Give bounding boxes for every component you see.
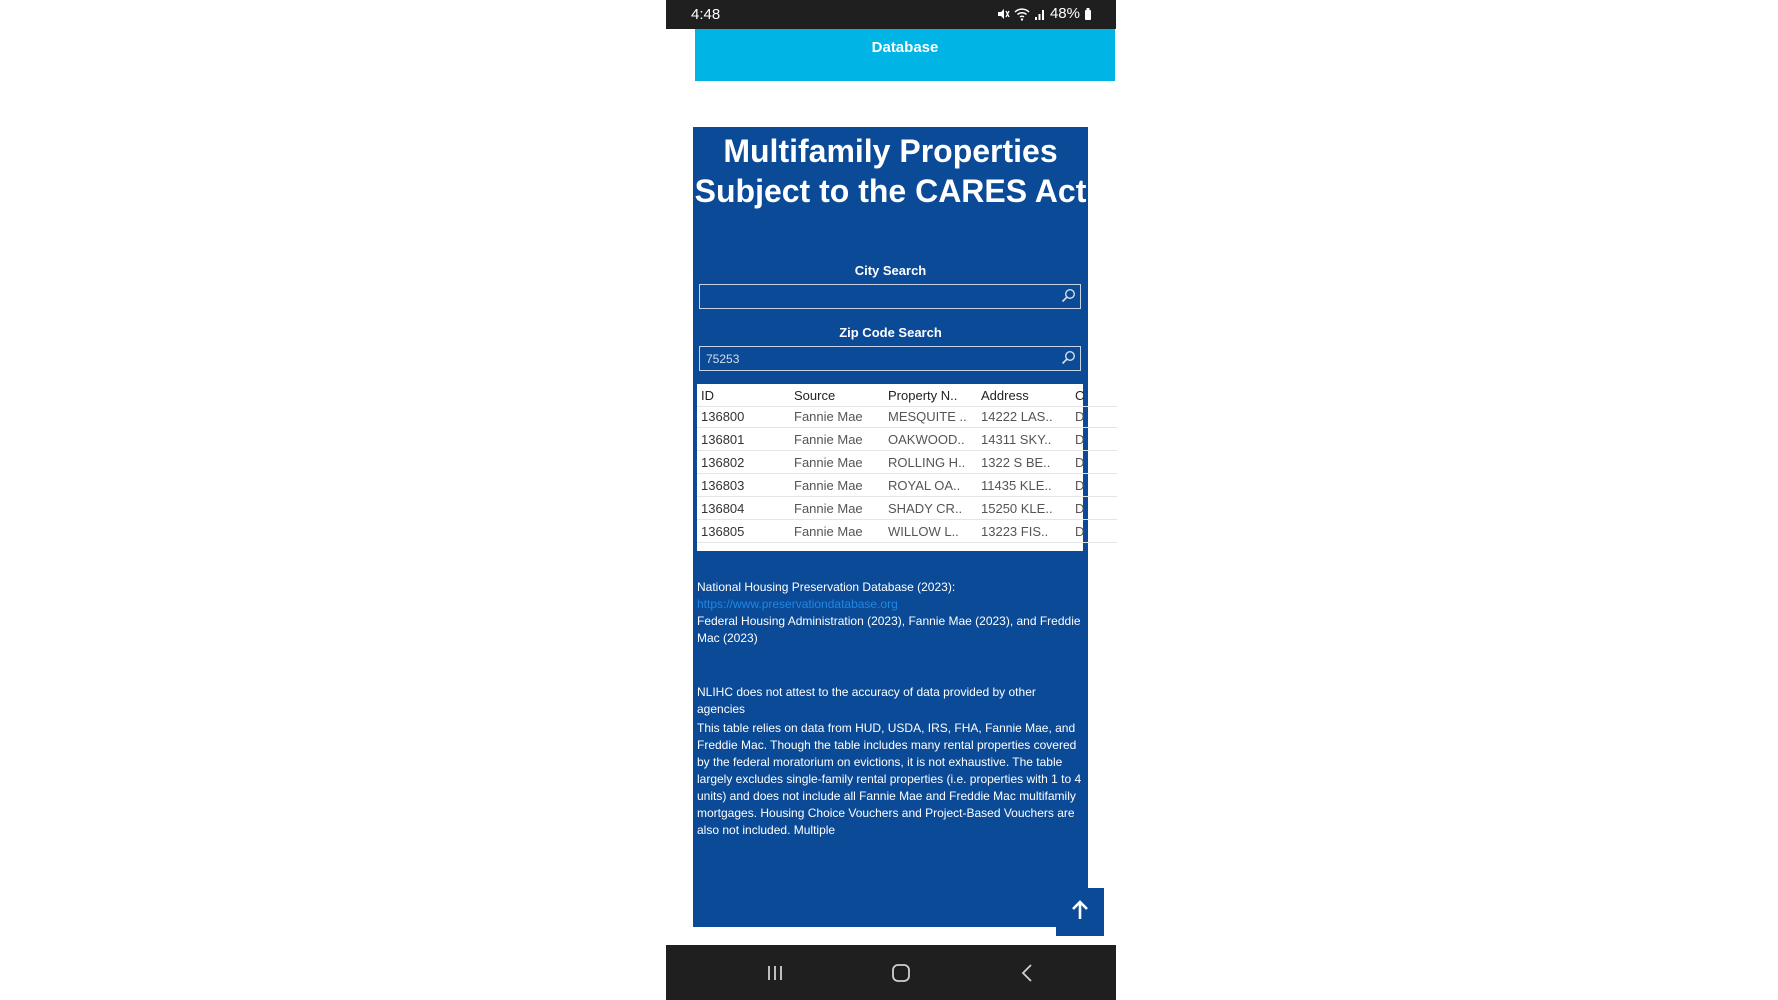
cell-address: 1322 S BE.. (981, 455, 1051, 470)
col-extra-header[interactable]: C (1075, 388, 1085, 403)
battery-icon (1084, 7, 1092, 21)
cell-extra: D (1075, 478, 1085, 493)
database-header-button[interactable]: Database (695, 29, 1115, 81)
search-icon[interactable] (1061, 288, 1076, 306)
table-header (697, 384, 1117, 407)
cell-property: OAKWOOD.. (888, 432, 965, 447)
col-id-header[interactable]: ID (701, 388, 714, 403)
cell-id: 136803 (701, 478, 745, 493)
status-bar (666, 0, 1116, 29)
cell-extra: D (1075, 432, 1085, 447)
cell-extra: D (1075, 409, 1085, 424)
table-row[interactable] (697, 474, 1117, 497)
system-navigation-bar (666, 945, 1116, 1000)
home-icon[interactable] (886, 960, 916, 986)
status-icons (996, 5, 1092, 22)
table-row[interactable] (697, 497, 1117, 520)
cell-extra: D (1075, 524, 1085, 539)
cell-address: 13223 FIS.. (981, 524, 1049, 539)
table-row[interactable] (697, 428, 1117, 451)
cell-id: 136802 (701, 455, 745, 470)
cell-id: 136800 (701, 409, 745, 424)
description-text: This table relies on data from HUD, USDA, IRS, FHA, Fannie Mae, and Freddie Mac. Though the table includes many rental properties covered by the federal moratorium on evictions, it is not exhaustive. The table largely excludes single-family rental properties (i.e. properties with 1 to 4 units) and does not include all Fannie Mae and Freddie Mac multifamily mortgages. Housing Choice Vouchers and Project-Based Vouchers are also not included. Multiple (697, 721, 1082, 837)
cell-property: ROYAL OA.. (888, 478, 961, 493)
cell-source: Fannie Mae (794, 524, 863, 539)
table-row[interactable] (697, 451, 1117, 474)
cell-property: SHADY CR.. (888, 501, 963, 516)
mute-icon (996, 7, 1010, 21)
cell-id: 136801 (701, 432, 745, 447)
cell-source: Fannie Mae (794, 478, 863, 493)
source-citation (697, 579, 1085, 647)
col-property-header[interactable]: Property N.. (888, 388, 958, 403)
table-description (697, 720, 1085, 839)
cell-extra: D (1075, 455, 1085, 470)
source-list: Federal Housing Administration (2023), Fannie Mae (2023), and Freddie Mac (2023) (697, 614, 1081, 645)
zip-search-input[interactable] (699, 346, 1081, 371)
phone-screen (666, 0, 1116, 1000)
wifi-icon (1014, 7, 1030, 21)
preservation-database-link[interactable]: https://www.preservationdatabase.org (697, 597, 898, 611)
cell-address: 14222 LAS.. (981, 409, 1053, 424)
status-time: 4:48 (691, 6, 721, 23)
city-search-label: City Search (854, 263, 927, 278)
cell-property: MESQUITE .. (888, 409, 967, 424)
signal-icon (1034, 7, 1046, 21)
cell-property: ROLLING H.. (888, 455, 966, 470)
cell-source: Fannie Mae (794, 409, 863, 424)
search-panel (693, 127, 1088, 927)
cell-id: 136805 (701, 524, 745, 539)
table-row[interactable] (697, 520, 1117, 543)
back-icon[interactable] (1012, 960, 1042, 986)
zip-search-value: 75253 (706, 352, 740, 366)
search-icon[interactable] (1061, 350, 1076, 368)
cell-extra: D (1075, 501, 1085, 516)
disclaimer-text: NLIHC does not attest to the accuracy of data provided by other agencies (697, 685, 1036, 716)
recents-icon[interactable] (760, 960, 790, 986)
cell-source: Fannie Mae (794, 455, 863, 470)
cell-id: 136804 (701, 501, 745, 516)
table-row[interactable] (697, 405, 1117, 428)
cell-address: 14311 SKY.. (981, 432, 1052, 447)
col-address-header[interactable]: Address (981, 388, 1029, 403)
disclaimer (697, 684, 1085, 716)
zip-search-label: Zip Code Search (839, 325, 942, 340)
cell-address: 15250 KLE.. (981, 501, 1053, 516)
cell-address: 11435 KLE.. (981, 478, 1052, 493)
scroll-to-top-button[interactable] (1056, 888, 1104, 936)
cell-source: Fannie Mae (794, 432, 863, 447)
arrow-up-icon (1070, 899, 1090, 926)
cell-property: WILLOW L.. (888, 524, 959, 539)
cell-source: Fannie Mae (794, 501, 863, 516)
page-title: Multifamily Properties Subject to the CARES Act (694, 133, 1087, 209)
battery-percent: 48% (1049, 5, 1080, 22)
source-line: National Housing Preservation Database (2023): (697, 580, 956, 594)
results-table[interactable] (697, 384, 1083, 551)
col-source-header[interactable]: Source (794, 388, 836, 403)
city-search-input[interactable] (699, 284, 1081, 309)
